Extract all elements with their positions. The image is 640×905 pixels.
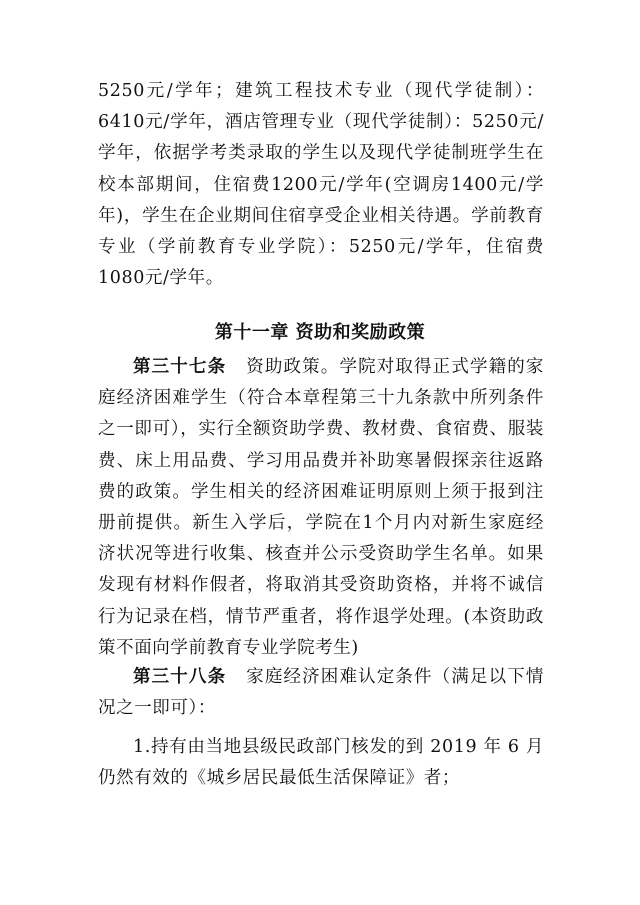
fees-paragraph: 5250元/学年；建筑工程技术专业（现代学徒制）：6410元/学年，酒店管理专业（现代学徒制）：5250元/学年，依据学考类录取的学生以及现代学徒制班学生在校本部期间，住宿费1200元/学年(空调房1400元/学年)，学生在企业期间住宿享受企业相关待遇。学前教育专业（学前教育专业学院）：5250元/学年，住宿费1080元/学年。 xyxy=(98,81,544,289)
article-37-number: 第三十七条 xyxy=(133,357,227,377)
article-38-paragraph xyxy=(98,662,544,724)
article-38-number: 第三十八条 xyxy=(133,667,227,687)
condition-item-1: 1.持有由当地县级民政部门核发的到 2019 年 6 月仍然有效的《城乡居民最低生活保障证》者； xyxy=(98,737,544,789)
article-38-text: 家庭经济困难认定条件（满足以下情况之一即可）： xyxy=(98,667,545,719)
chapter-title: 第十一章 资助和奖励政策 xyxy=(214,322,426,343)
article-37-paragraph xyxy=(98,352,544,664)
article-37-text: 资助政策。学院对取得正式学籍的家庭经济困难学生（符合本章程第三十九条款中所列条件之一即可），实行全额资助学费、教材费、食宿费、服装费、床上用品费、学习用品费并补助寒暑假探亲往返路费的政策。学生相关的经济困难证明原则上须于报到注册前提供。新生入学后，学院在1个月内对新生家庭经济状况等进行收集、核查并公示受资助学生名单。如果发现有材料作假者，将取消其受资助资格，并将不诚信行为记录在档，情节严重者，将作退学处理。(本资助政策不面向学前教育专业学院考生) xyxy=(98,357,545,658)
